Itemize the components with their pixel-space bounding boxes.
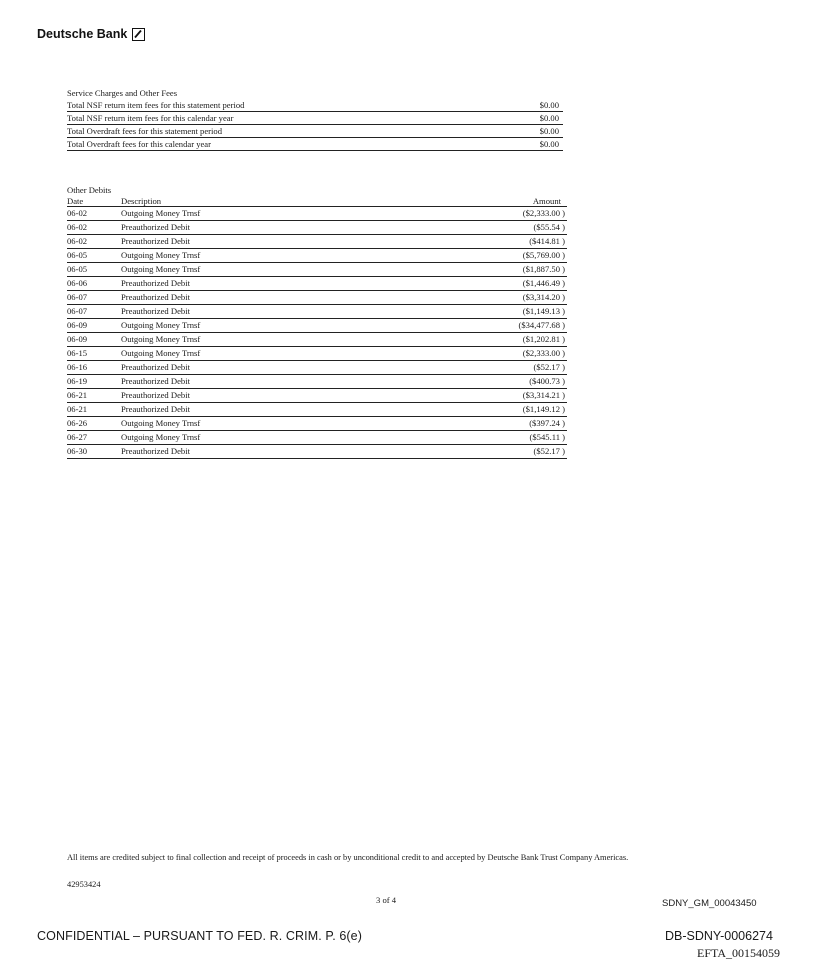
debit-amount: ($397.24 ) xyxy=(529,418,565,428)
bank-logo xyxy=(37,27,145,41)
column-header-description: Description xyxy=(121,196,162,206)
bates-sdny: SDNY_GM_00043450 xyxy=(662,898,757,909)
fee-amount: $0.00 xyxy=(539,139,559,149)
debit-date: 06-19 xyxy=(67,376,88,386)
debit-row xyxy=(67,389,567,403)
debit-description: Preauthorized Debit xyxy=(121,292,190,302)
debit-date: 06-02 xyxy=(67,222,88,232)
bates-efta: EFTA_00154059 xyxy=(697,946,781,960)
debit-row xyxy=(67,333,567,347)
column-header-amount: Amount xyxy=(532,196,561,206)
debit-description: Preauthorized Debit xyxy=(121,222,190,232)
debit-amount: ($2,333.00 ) xyxy=(522,348,565,358)
debit-description: Outgoing Money Trnsf xyxy=(121,348,201,358)
fee-row xyxy=(67,125,563,138)
debit-description: Preauthorized Debit xyxy=(121,306,190,316)
debit-amount: ($545.11 ) xyxy=(529,432,565,442)
debit-date: 06-09 xyxy=(67,320,88,330)
debit-description: Outgoing Money Trnsf xyxy=(121,250,201,260)
debit-amount: ($1,202.81 ) xyxy=(522,334,565,344)
debit-description: Preauthorized Debit xyxy=(121,446,190,456)
fees-title: Service Charges and Other Fees xyxy=(67,88,178,98)
debit-amount: ($400.73 ) xyxy=(529,376,565,386)
debit-amount: ($5,769.00 ) xyxy=(522,250,565,260)
debit-date: 06-05 xyxy=(67,264,88,274)
fee-row xyxy=(67,138,563,151)
fee-amount: $0.00 xyxy=(539,126,559,136)
footer-note: All items are credited subject to final collection and receipt of proceeds in cash or by unconditional credit to and accepted by Deutsche Bank Trust Company Americas. xyxy=(67,853,629,862)
fee-amount: $0.00 xyxy=(539,113,559,123)
debit-description: Preauthorized Debit xyxy=(121,404,190,414)
debit-date: 06-21 xyxy=(67,390,88,400)
fee-label: Total NSF return item fees for this calendar year xyxy=(67,113,234,123)
debit-amount: ($52.17 ) xyxy=(533,446,565,456)
debit-row xyxy=(67,417,567,431)
debit-date: 06-27 xyxy=(67,432,88,442)
debit-amount: ($414.81 ) xyxy=(529,236,565,246)
debit-date: 06-16 xyxy=(67,362,88,372)
debit-row xyxy=(67,431,567,445)
debit-description: Preauthorized Debit xyxy=(121,390,190,400)
fee-row xyxy=(67,112,563,125)
debit-description: Outgoing Money Trnsf xyxy=(121,264,201,274)
debit-row xyxy=(67,263,567,277)
page-number: 3 of 4 xyxy=(376,895,397,905)
debit-date: 06-02 xyxy=(67,208,88,218)
debit-date: 06-06 xyxy=(67,278,88,288)
fee-amount: $0.00 xyxy=(539,100,559,110)
debit-date: 06-07 xyxy=(67,292,88,302)
debit-date: 06-02 xyxy=(67,236,88,246)
debit-amount: ($34,477.68 ) xyxy=(518,320,565,330)
debit-amount: ($55.54 ) xyxy=(533,222,565,232)
debit-row xyxy=(67,319,567,333)
debit-date: 06-15 xyxy=(67,348,88,358)
debit-description: Preauthorized Debit xyxy=(121,376,190,386)
debit-date: 06-05 xyxy=(67,250,88,260)
account-number: 42953424 xyxy=(67,880,101,889)
debit-description: Outgoing Money Trnsf xyxy=(121,334,201,344)
debit-row xyxy=(67,403,567,417)
debit-row xyxy=(67,361,567,375)
debit-description: Outgoing Money Trnsf xyxy=(121,208,201,218)
other-debits-section xyxy=(67,184,567,459)
debit-date: 06-07 xyxy=(67,306,88,316)
debit-date: 06-30 xyxy=(67,446,88,456)
debit-row xyxy=(67,375,567,389)
fee-label: Total NSF return item fees for this statement period xyxy=(67,100,245,110)
debit-row xyxy=(67,291,567,305)
debit-row xyxy=(67,347,567,361)
debit-description: Preauthorized Debit xyxy=(121,362,190,372)
debit-date: 06-09 xyxy=(67,334,88,344)
debit-row xyxy=(67,249,567,263)
deutsche-bank-slash-icon xyxy=(132,28,145,41)
debit-amount: ($1,149.13 ) xyxy=(522,306,565,316)
bank-name: Deutsche Bank xyxy=(37,27,128,41)
debit-amount: ($1,887.50 ) xyxy=(522,264,565,274)
debits-header-row xyxy=(67,196,567,207)
debit-amount: ($1,446.49 ) xyxy=(522,278,565,288)
debit-amount: ($52.17 ) xyxy=(533,362,565,372)
debit-description: Outgoing Money Trnsf xyxy=(121,432,201,442)
debit-row xyxy=(67,221,567,235)
debit-date: 06-21 xyxy=(67,404,88,414)
debit-description: Outgoing Money Trnsf xyxy=(121,418,201,428)
debit-description: Preauthorized Debit xyxy=(121,236,190,246)
debit-description: Preauthorized Debit xyxy=(121,278,190,288)
debit-amount: ($1,149.12 ) xyxy=(522,404,565,414)
debit-row xyxy=(67,305,567,319)
debit-amount: ($3,314.21 ) xyxy=(522,390,565,400)
confidential-notice: CONFIDENTIAL – PURSUANT TO FED. R. CRIM. P. 6(e) xyxy=(37,929,362,943)
debits-title: Other Debits xyxy=(67,185,112,195)
debit-row xyxy=(67,207,567,221)
debit-row xyxy=(67,277,567,291)
debit-amount: ($2,333.00 ) xyxy=(522,208,565,218)
bates-db: DB-SDNY-0006274 xyxy=(665,929,773,943)
debit-row xyxy=(67,445,567,459)
column-header-date: Date xyxy=(67,196,84,206)
debit-amount: ($3,314.20 ) xyxy=(522,292,565,302)
debit-row xyxy=(67,235,567,249)
fee-label: Total Overdraft fees for this statement period xyxy=(67,126,222,136)
fee-label: Total Overdraft fees for this calendar year xyxy=(67,139,211,149)
debit-date: 06-26 xyxy=(67,418,88,428)
service-charges-section xyxy=(67,87,563,151)
fee-row xyxy=(67,99,563,112)
debit-description: Outgoing Money Trnsf xyxy=(121,320,201,330)
